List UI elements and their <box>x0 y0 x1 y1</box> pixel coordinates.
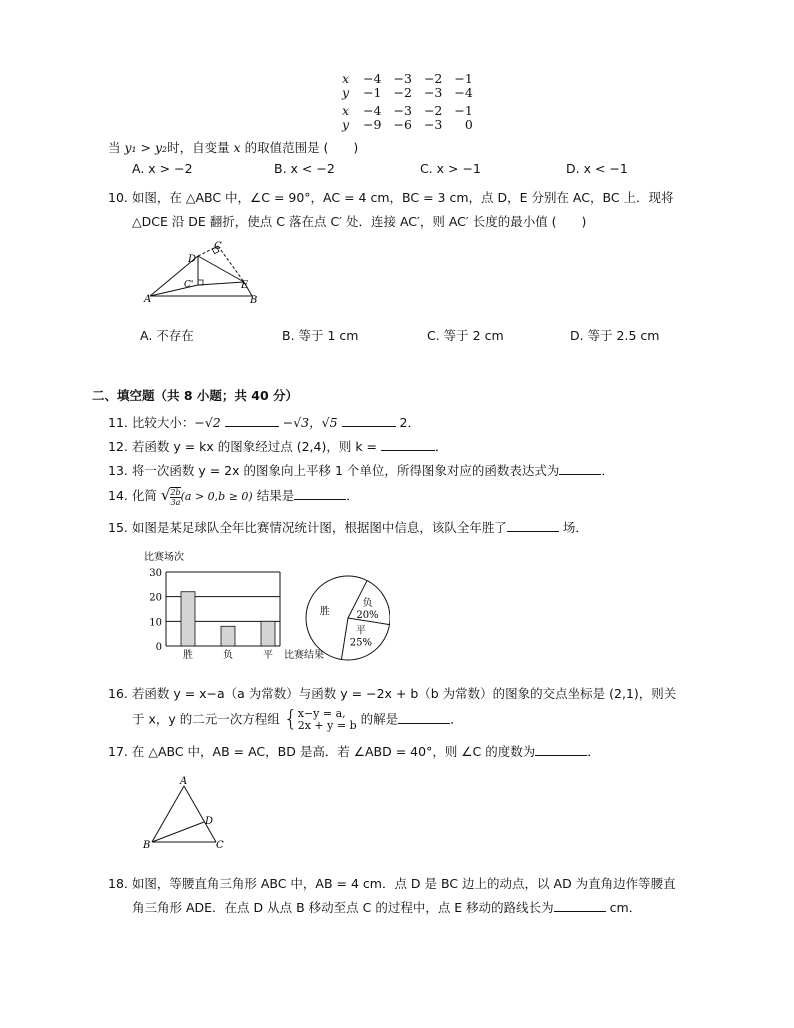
q14 <box>108 486 359 507</box>
q17-text: 17. 在 △ABC 中，AB = AC，BD 是高．若 ∠ABD = 40°，则 ∠C 的度数为 <box>108 744 536 759</box>
table1-x-cell: −1 <box>454 71 473 86</box>
q11-blank-2[interactable] <box>342 414 396 427</box>
q13-blank[interactable] <box>559 462 601 475</box>
bar-chart-bar <box>221 626 235 646</box>
q10-label-d: D <box>188 254 197 265</box>
q12-end: ． <box>435 439 448 454</box>
q17 <box>108 742 600 760</box>
table2-x-label: x <box>342 103 350 118</box>
q14-text: 14. 化简 <box>108 488 161 503</box>
q9-stem <box>108 138 358 156</box>
q10-line1: 10. 如图，在 △ABC 中，∠C = 90°，AC = 4 cm，BC = 3 cm，点 D，E 分别在 AC，BC 上．现将 <box>108 190 674 205</box>
q17-label-c: C <box>216 840 224 851</box>
table2-x-cell: −4 <box>363 103 382 118</box>
value-table-2 <box>336 104 479 132</box>
table2-y-cell: −9 <box>363 117 382 132</box>
q10-line2: △DCE 沿 DE 翻折，使点 C 落在点 C′ 处．连接 AC′，则 AC′ 长度的最小值 ( ) <box>132 214 587 229</box>
q10-label-e: E <box>241 280 249 291</box>
bar-chart-bar <box>261 621 275 646</box>
q18-line2 <box>132 898 641 916</box>
q14-frac-den: 3a <box>170 497 181 507</box>
q16-text: 于 x，y 的二元一次方程组 <box>132 711 280 727</box>
q14-text: 结果是 <box>252 488 295 503</box>
q9-option-d[interactable]: D. x < −1 <box>566 161 628 176</box>
q14-end: ． <box>346 488 359 503</box>
bar-chart-x-tick: 胜 <box>183 650 193 661</box>
bar-chart-bar <box>181 592 195 646</box>
q10-c-prime-e <box>198 282 244 285</box>
table1-y-label: y <box>342 85 350 100</box>
q10-triangle-figure <box>140 240 270 306</box>
q15-blank[interactable] <box>507 519 559 532</box>
table1-x-label: x <box>342 71 350 86</box>
q18-blank[interactable] <box>554 899 606 912</box>
q10-option-c[interactable]: C. 等于 2 cm <box>427 328 504 343</box>
q9-option-c[interactable]: C. x > −1 <box>420 161 481 176</box>
table1-x-cell: −2 <box>423 71 443 86</box>
q14-fraction <box>170 487 180 507</box>
q9-text: 的取值范围是 ( ) <box>240 140 359 155</box>
q14-frac-num: 2b <box>170 487 181 497</box>
pie-chart-slice-label: 平 <box>355 625 366 637</box>
q11-text: 2． <box>399 415 420 430</box>
table2-y-cell: −3 <box>423 117 443 132</box>
q16-text: 的解是 <box>356 711 399 727</box>
bar-chart <box>149 568 324 661</box>
q18-text: 角三角形 ADE．在点 D 从点 B 移动至点 C 的过程中，点 E 移动的路线长为 <box>132 900 554 915</box>
q16-equation-system <box>298 708 357 732</box>
q9-var: x <box>233 140 241 155</box>
q10-label-c-prime: C' <box>184 280 194 290</box>
q10-label-a: A <box>144 294 152 305</box>
table1-x-cell: −4 <box>363 71 382 86</box>
pie-chart-slice-label: 负 <box>362 598 373 610</box>
bar-chart-y-tick: 0 <box>155 642 162 653</box>
bar-chart-y-tick: 20 <box>149 592 162 604</box>
bar-chart-xlabel: 比赛结果 <box>284 650 324 661</box>
q10-option-b[interactable]: B. 等于 1 cm <box>282 328 359 343</box>
q11 <box>108 413 420 431</box>
q11-expr: −√2 <box>194 415 221 430</box>
table2-x-cell: −1 <box>454 103 473 118</box>
q15-end: 场． <box>558 520 588 535</box>
table1-y-cell: −3 <box>423 85 443 100</box>
q16-blank[interactable] <box>398 711 450 724</box>
q17-label-a: A <box>180 776 188 787</box>
q16-line1: 16. 若函数 y = x−a（a 为常数）与函数 y = −2x + b（b 为常数）的图象的交点坐标是 (2,1)，则关 <box>108 686 677 701</box>
q12 <box>108 437 448 455</box>
q16-eq1: x−y = a, <box>297 707 346 720</box>
q13-text: 13. 将一次函数 y = 2x 的图象向上平移 1 个单位，所得图象对应的函数表达式为 <box>108 463 560 478</box>
q17-altitude-bd <box>152 822 204 842</box>
table2-x-cell: −2 <box>423 103 443 118</box>
q9-expr: y₁ > y₂ <box>124 140 168 155</box>
q14-blank[interactable] <box>294 487 346 500</box>
q17-blank[interactable] <box>535 743 587 756</box>
q10-dashed-ce <box>218 246 244 282</box>
q18-end: cm． <box>605 900 642 915</box>
value-table-1 <box>336 72 479 100</box>
q10-label-b: B <box>250 295 258 306</box>
q15-charts <box>140 548 390 664</box>
q12-blank[interactable] <box>381 438 435 451</box>
q10-option-d[interactable]: D. 等于 2.5 cm <box>570 328 660 343</box>
q9-option-b[interactable]: B. x < −2 <box>274 161 335 176</box>
q10-label-c: C <box>214 241 222 252</box>
q9-option-a[interactable]: A. x > −2 <box>132 161 193 176</box>
section-title: 二、填空题（共 8 小题；共 40 分） <box>92 388 299 403</box>
table1-y-cell: −2 <box>393 85 412 100</box>
q17-side-ac <box>184 786 216 842</box>
bar-chart-ylabel: 比赛场次 <box>144 552 184 563</box>
table2-x-cell: −3 <box>393 103 412 118</box>
q17-label-d: D <box>205 816 214 827</box>
q13 <box>108 461 614 479</box>
q15 <box>108 518 588 536</box>
table2-y-cell: 0 <box>464 117 473 132</box>
table2-y-cell: −6 <box>393 117 412 132</box>
q14-condition: (a > 0,b ≥ 0) <box>180 490 253 503</box>
q17-side-ab <box>152 786 184 842</box>
pie-chart-slice-percent: 20% <box>356 610 379 622</box>
q10-fold-de <box>198 256 244 282</box>
bar-chart-y-tick: 10 <box>149 617 162 629</box>
q11-blank-1[interactable] <box>225 414 279 427</box>
table1-y-cell: −4 <box>454 85 473 100</box>
sqrt-icon: √ <box>160 486 171 504</box>
pie-chart <box>306 576 390 660</box>
q16-line2 <box>132 708 463 732</box>
table1-x-cell: −3 <box>393 71 412 86</box>
q13-end: ． <box>601 463 614 478</box>
q17-label-b: B <box>143 840 151 851</box>
pie-chart-slice-percent: 25% <box>349 637 372 649</box>
q16-end: ． <box>450 711 463 727</box>
q17-triangle-figure <box>140 774 230 854</box>
q9-text: 时，自变量 <box>167 140 234 155</box>
q15-text: 15. 如图是某足球队全年比赛情况统计图，根据图中信息，该队全年胜了 <box>108 520 507 535</box>
table2-y-label: y <box>342 117 350 132</box>
q11-text: 11. 比较大小： <box>108 415 195 430</box>
table1-y-cell: −1 <box>363 85 382 100</box>
q12-text: 12. 若函数 y = kx 的图象经过点 (2,4)，则 k = <box>108 439 381 454</box>
brace-icon: { <box>283 707 298 732</box>
bar-chart-x-tick: 负 <box>223 650 233 661</box>
q17-end: ． <box>587 744 600 759</box>
q18-line1: 18. 如图，等腰直角三角形 ABC 中，AB = 4 cm．点 D 是 BC 边上的动点，以 AD 为直角边作等腰直 <box>108 876 676 891</box>
pie-chart-slice-label: 胜 <box>319 606 330 618</box>
q11-expr: −√3，√5 <box>282 415 338 430</box>
bar-chart-x-tick: 平 <box>263 650 273 661</box>
q9-text: 当 <box>108 140 125 155</box>
bar-chart-y-tick: 30 <box>149 568 162 579</box>
q16-eq2: 2x + y = b <box>297 719 357 732</box>
q10-option-a[interactable]: A. 不存在 <box>140 328 194 343</box>
